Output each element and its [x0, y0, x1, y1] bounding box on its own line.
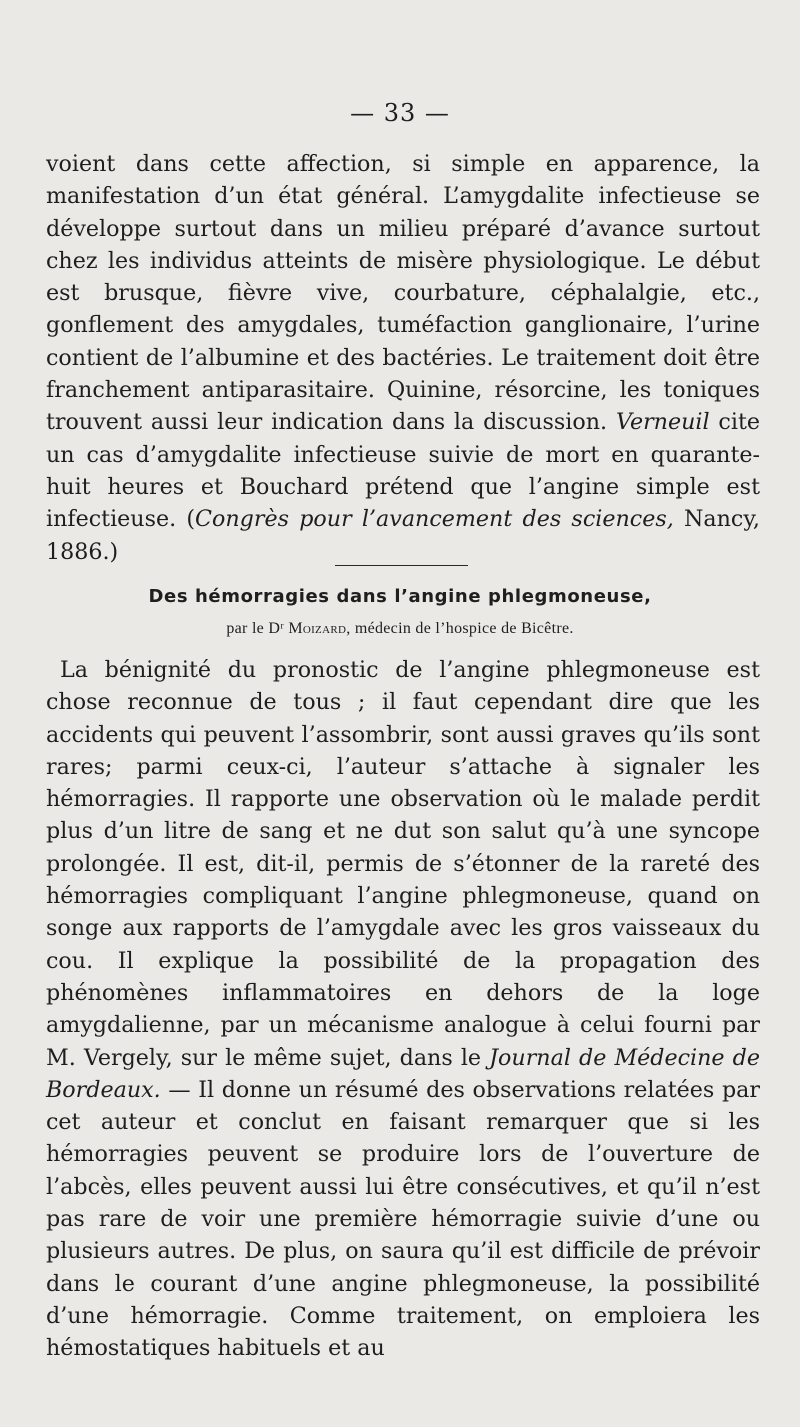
paragraph-2: [46, 654, 760, 1365]
paragraph-1-block: [46, 148, 760, 568]
paragraph-1-text-c: Nancy, 1886.): [46, 506, 760, 565]
paragraph-1: [46, 148, 760, 568]
paragraph-1-text-a: voient dans cette affection, si simple en apparence, la manifestation d’un état général. L’amygdalite infectieuse se développe surtout dans un milieu préparé d’avance surtout chez les individus atteints de misère physiologique. Le début est brusque, fièvre vive, courbature, céphalalgie, etc., gonflement des amygdales, tuméfaction ganglionaire, l’urine contient de l’albumine et des bactéries. Le traitement doit être franchement antiparasitaire. Quinine, résorcine, les toniques trouvent aussi leur indication dans la discussion.: [46, 151, 760, 436]
paragraph-2-text-a: La bénignité du pronostic de l’angine phlegmoneuse est chose reconnue de tous ; il faut cependant dire que les accidents qui peuvent l’assombrir, sont aussi graves qu’ils sont rares; parmi ceux-ci, l’auteur s’attache à signaler les hémorragies. Il rapporte une observation où le malade perdit plus d’un litre de sang et ne dut son salut qu’à une syncope prolongée. Il est, dit-il, permis de s’étonner de la rareté des hémorragies compliquant l’angine phlegmoneuse, quand on songe aux rapports de l’amygdale avec les gros vaisseaux du cou. Il explique la possibilité de la propagation des phénomènes inflammatoires en dehors de la loge amygdalienne, par un mécanisme analogue à celui fourni par M. Vergely, sur le même sujet, dans le: [46, 657, 760, 1071]
paragraph-1-italic-congres: Congrès pour l’avancement des sciences,: [195, 506, 674, 533]
paragraph-1-italic-verneuil: Verneuil: [615, 409, 710, 436]
page-number: — 33 —: [350, 99, 450, 127]
section-divider: [335, 565, 468, 566]
author-prefix: par le Dʳ: [226, 620, 289, 637]
author-name: Moizard: [288, 620, 347, 637]
paragraph-2-block: [46, 654, 760, 1365]
author-line: [0, 620, 800, 638]
paragraph-1-text-b: cite un cas d’amygdalite infectieuse suivie de mort en quarante-huit heures et Bouchard prétend que l’angine simple est infectieuse. (: [46, 409, 761, 533]
author-suffix: , médecin de l’hospice de Bicêtre.: [346, 620, 574, 637]
section-title: Des hémorragies dans l’angine phlegmoneuse,: [148, 586, 652, 607]
paragraph-2-italic-journal: Journal de Médecine de Bordeaux.: [46, 1044, 760, 1103]
paragraph-2-text-b: — Il donne un résumé des observations relatées par cet auteur et conclut en faisant remarquer que si les hémorragies peuvent se produire lors de l’ouverture de l’abcès, elles peuvent aussi lui être consécutives, et qu’il n’est pas rare de voir une première hémorragie suivie d’une ou plusieurs autres. De plus, on saura qu’il est difficile de prévoir dans le courant d’une angine phlegmoneuse, la possibilité d’une hémorragie. Comme traitement, on emploiera les hémostatiques habituels et au: [46, 1076, 760, 1362]
